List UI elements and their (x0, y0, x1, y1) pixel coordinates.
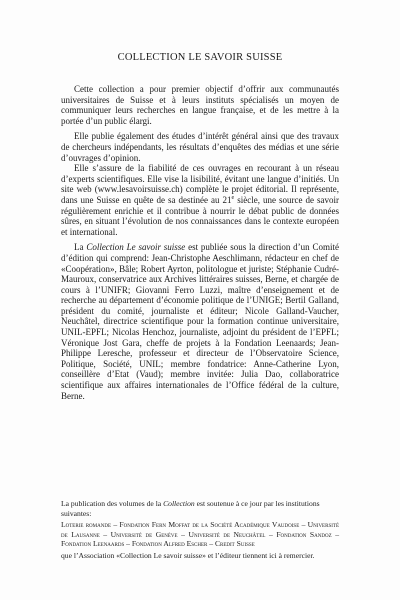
paragraph-committee (61, 242, 339, 401)
century-superscript: e (231, 194, 235, 201)
paragraph-committee-text: est publiée sous la direction d’un Comité d’édition qui comprend: Jean-Christophe Aeschlimann, rédacteur en chef de «Coopération», Bâle; Robert Ayrton, politologue et juriste; Stéphanie Cudré-Mauroux, conservatrice aux Archives littéraires suisses, Berne, et chargée de cours à l’UNIFR; Giovanni Ferro Luzzi, maître d’enseignement et de recherche au département d’économie politique de l’UNIGE; Bertil Galland, président du comité, journaliste et éditeur; Nicole Galland-Vaucher, Neuchâtel, directrice scientifique pour la formation continue universitaire, UNIL-EPFL; Nicolas Henchoz, journaliste, adjoint du président de l’EPFL; Véronique Jost Gara, cheffe de projets à la Fondation Leenaards; Jean-Philippe Leresche, professeur et directeur de l’Observatoire Science, Politique, Société, UNIL; membre fondatrice: Anne-Catherine Lyon, conseillère d’Etat (Vaud); membre invitée: Julia Dao, collaboratrice scientifique aux affaires internationales de l’Office fédéral de la culture, Berne. (61, 242, 339, 401)
page-title: COLLECTION LE SAVOIR SUISSE (117, 52, 283, 63)
footer-supporters (61, 499, 339, 561)
footer-intro-rest: est soutenue à ce jour par les institutions suivantes: (61, 499, 320, 518)
footer-thanks: que l’Association «Collection Le savoir suisse» et l’éditeur tiennent ici à remercier. (61, 550, 315, 560)
paragraph-reliability-text-a: Elle s’assure de la fiabilité de ces ouvrages en recourant à un réseau d’experts scientifiques. Elle vise la lisibilité, évitant une langue d’initiés. Un site web (www.lesavoirsuisse.ch) complète le projet éditorial. Il représente, dans une Suisse en quête de sa destinée au 21 (61, 163, 339, 205)
paragraph-reliability-text-b: siècle, une source de savoir régulièrement enrichie et il contribue à nourrir le débat public de données sûres, en situant l’évolution de nos connaissances dans le contexte européen et international. (61, 194, 339, 237)
paragraph-reliability (61, 163, 339, 237)
body-text (61, 84, 339, 406)
paragraph-purpose: Cette collection a pour premier objectif d’offrir aux communautés universitaires de Suisse et à leurs instituts spécialisés un moyen de communiquer leurs recherches en langue française, et de les mettre à la portée d’un public élargi. (61, 84, 339, 126)
paragraph-general-interest: Elle publie également des études d’intérêt général ainsi que des travaux de chercheurs indépendants, les résultats d’enquêtes des médias et une série d’ouvrages d’opinion. (61, 131, 339, 163)
footer-collection-italic: Collection (163, 499, 195, 508)
footer-institutions-list: Loterie romande – Fondation Fern Moffat de la Société Académique Vaudoise – Université de Lausanne – Université de Genève – Université de Neuchâtel – Fondation Sandoz – Fondation Leenaards – Fondation Alfred Escher – Credit Suisse (61, 520, 339, 549)
footer-intro-lead: La publication des volumes de la (61, 499, 164, 508)
footer-intro (61, 499, 339, 518)
collection-name-italic: Collection Le savoir suisse (86, 242, 186, 253)
paragraph-committee-lead: La (74, 242, 87, 253)
